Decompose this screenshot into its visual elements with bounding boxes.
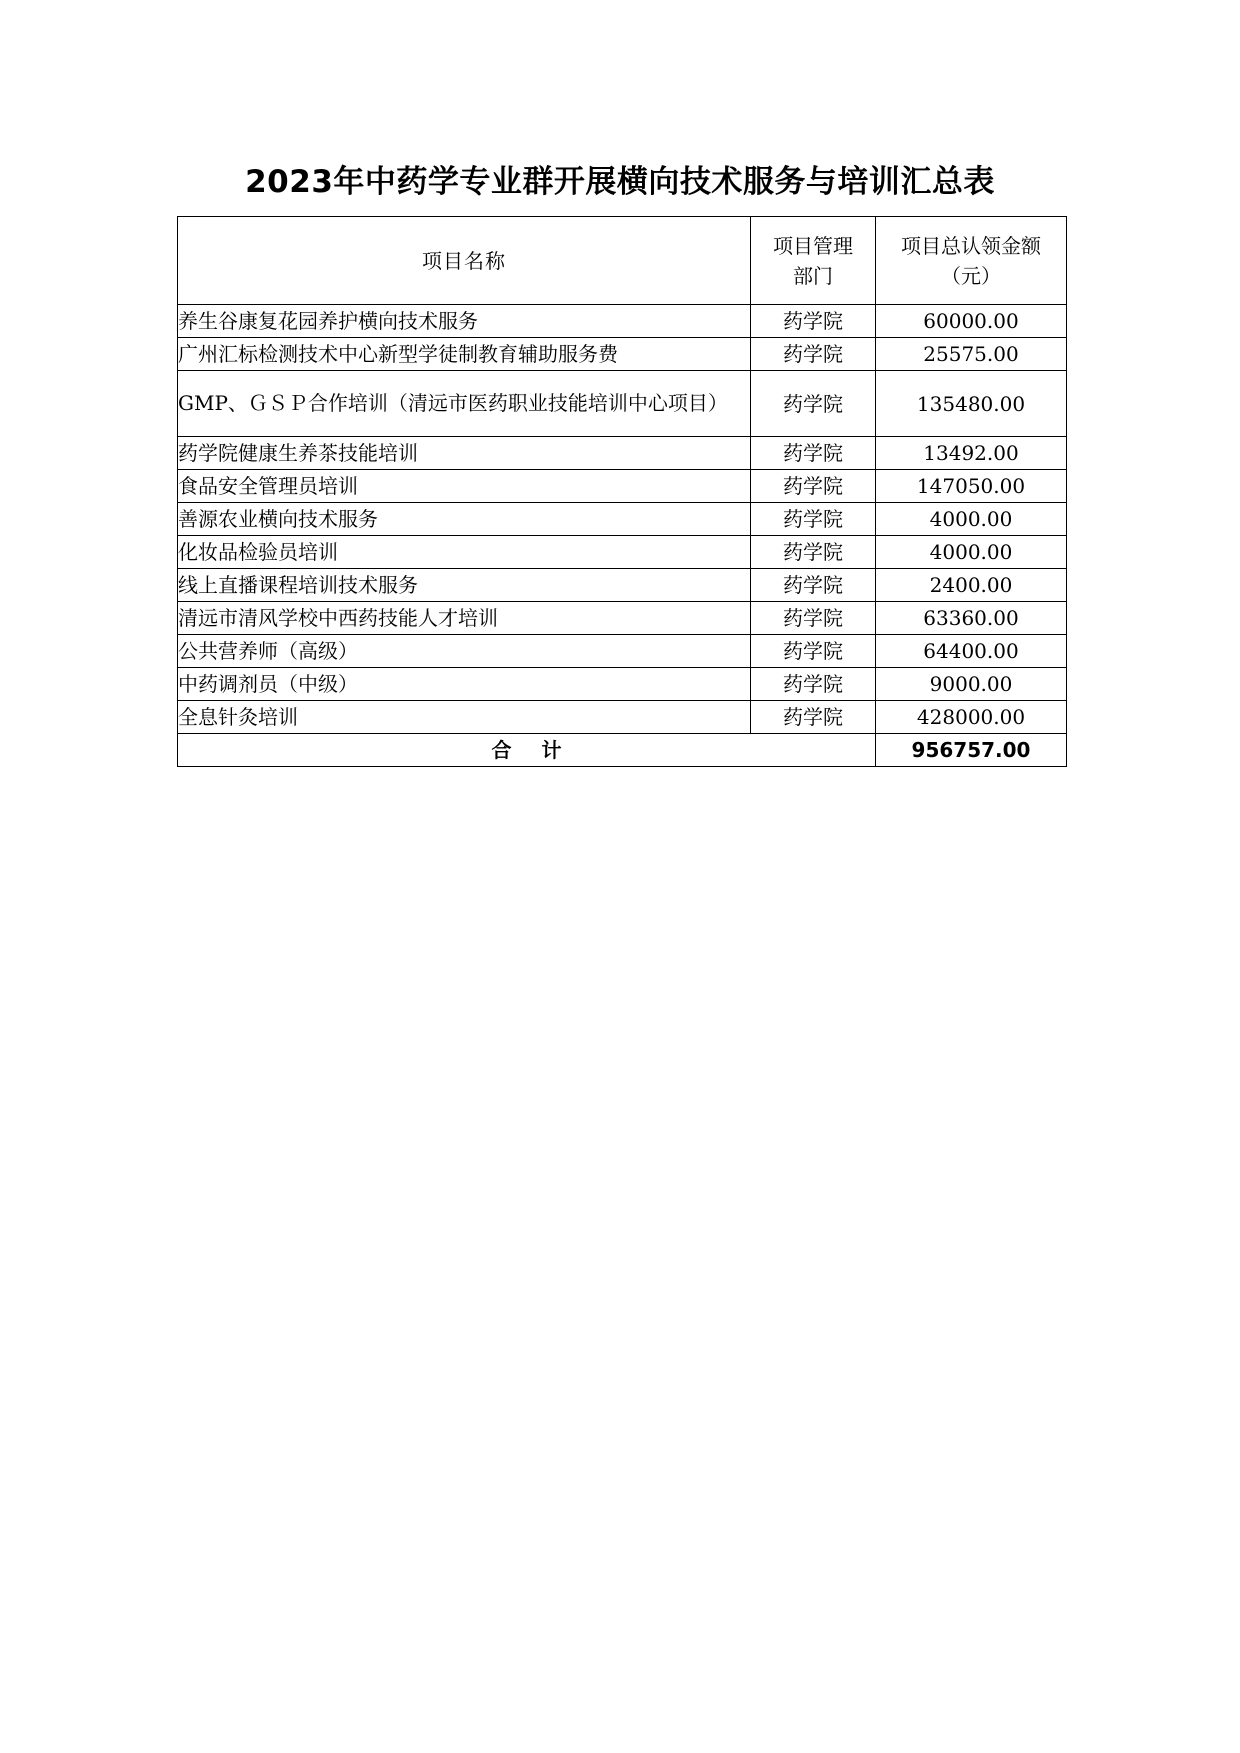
project-department: 药学院 — [751, 470, 876, 503]
project-amount: 9000.00 — [876, 668, 1067, 701]
summary-table — [177, 216, 1067, 767]
project-department: 药学院 — [751, 338, 876, 371]
project-department: 药学院 — [751, 635, 876, 668]
project-name: 全息针灸培训 — [178, 701, 751, 734]
table-header-row — [178, 217, 1067, 305]
project-amount: 60000.00 — [876, 305, 1067, 338]
total-label-cell — [178, 734, 876, 767]
project-amount: 63360.00 — [876, 602, 1067, 635]
project-amount: 147050.00 — [876, 470, 1067, 503]
project-department: 药学院 — [751, 668, 876, 701]
total-label: 合计 — [491, 738, 592, 762]
project-name: 中药调剂员（中级） — [178, 668, 751, 701]
table-row — [178, 338, 1067, 371]
project-amount: 25575.00 — [876, 338, 1067, 371]
table-row — [178, 470, 1067, 503]
table-row — [178, 635, 1067, 668]
project-name: 食品安全管理员培训 — [178, 470, 751, 503]
table-row — [178, 503, 1067, 536]
header-amount-line1: 项目总认领金额 — [901, 233, 1041, 258]
header-department — [751, 217, 876, 305]
table-row — [178, 602, 1067, 635]
project-department: 药学院 — [751, 569, 876, 602]
project-amount: 428000.00 — [876, 701, 1067, 734]
project-department: 药学院 — [751, 536, 876, 569]
project-department: 药学院 — [751, 371, 876, 437]
header-amount-line2: （元） — [941, 263, 1001, 288]
project-name: 善源农业横向技术服务 — [178, 503, 751, 536]
project-name: 线上直播课程培训技术服务 — [178, 569, 751, 602]
project-department: 药学院 — [751, 701, 876, 734]
project-amount: 4000.00 — [876, 536, 1067, 569]
table-row — [178, 371, 1067, 437]
project-amount: 13492.00 — [876, 437, 1067, 470]
project-name: 清远市清风学校中西药技能人才培训 — [178, 602, 751, 635]
table-row — [178, 668, 1067, 701]
total-row — [178, 734, 1067, 767]
project-amount: 4000.00 — [876, 503, 1067, 536]
project-amount: 64400.00 — [876, 635, 1067, 668]
table-row — [178, 305, 1067, 338]
project-department: 药学院 — [751, 305, 876, 338]
project-name: 药学院健康生养茶技能培训 — [178, 437, 751, 470]
project-amount: 135480.00 — [876, 371, 1067, 437]
document-title: 2023年中药学专业群开展横向技术服务与培训汇总表 — [245, 164, 995, 200]
table-row — [178, 701, 1067, 734]
header-amount — [876, 217, 1067, 305]
project-amount: 2400.00 — [876, 569, 1067, 602]
project-name: 广州汇标检测技术中心新型学徒制教育辅助服务费 — [178, 338, 751, 371]
header-department-line2: 部门 — [793, 263, 833, 288]
table-row — [178, 437, 1067, 470]
project-name: 公共营养师（高级） — [178, 635, 751, 668]
project-name: 化妆品检验员培训 — [178, 536, 751, 569]
project-name: GMP、ＧＳＰ合作培训（清远市医药职业技能培训中心项目） — [178, 371, 751, 437]
project-department: 药学院 — [751, 602, 876, 635]
header-project-name: 项目名称 — [178, 217, 751, 305]
table-row — [178, 536, 1067, 569]
project-department: 药学院 — [751, 437, 876, 470]
project-department: 药学院 — [751, 503, 876, 536]
header-department-line1: 项目管理 — [773, 233, 853, 258]
project-name: 养生谷康复花园养护横向技术服务 — [178, 305, 751, 338]
table-row — [178, 569, 1067, 602]
total-amount: 956757.00 — [876, 734, 1067, 767]
